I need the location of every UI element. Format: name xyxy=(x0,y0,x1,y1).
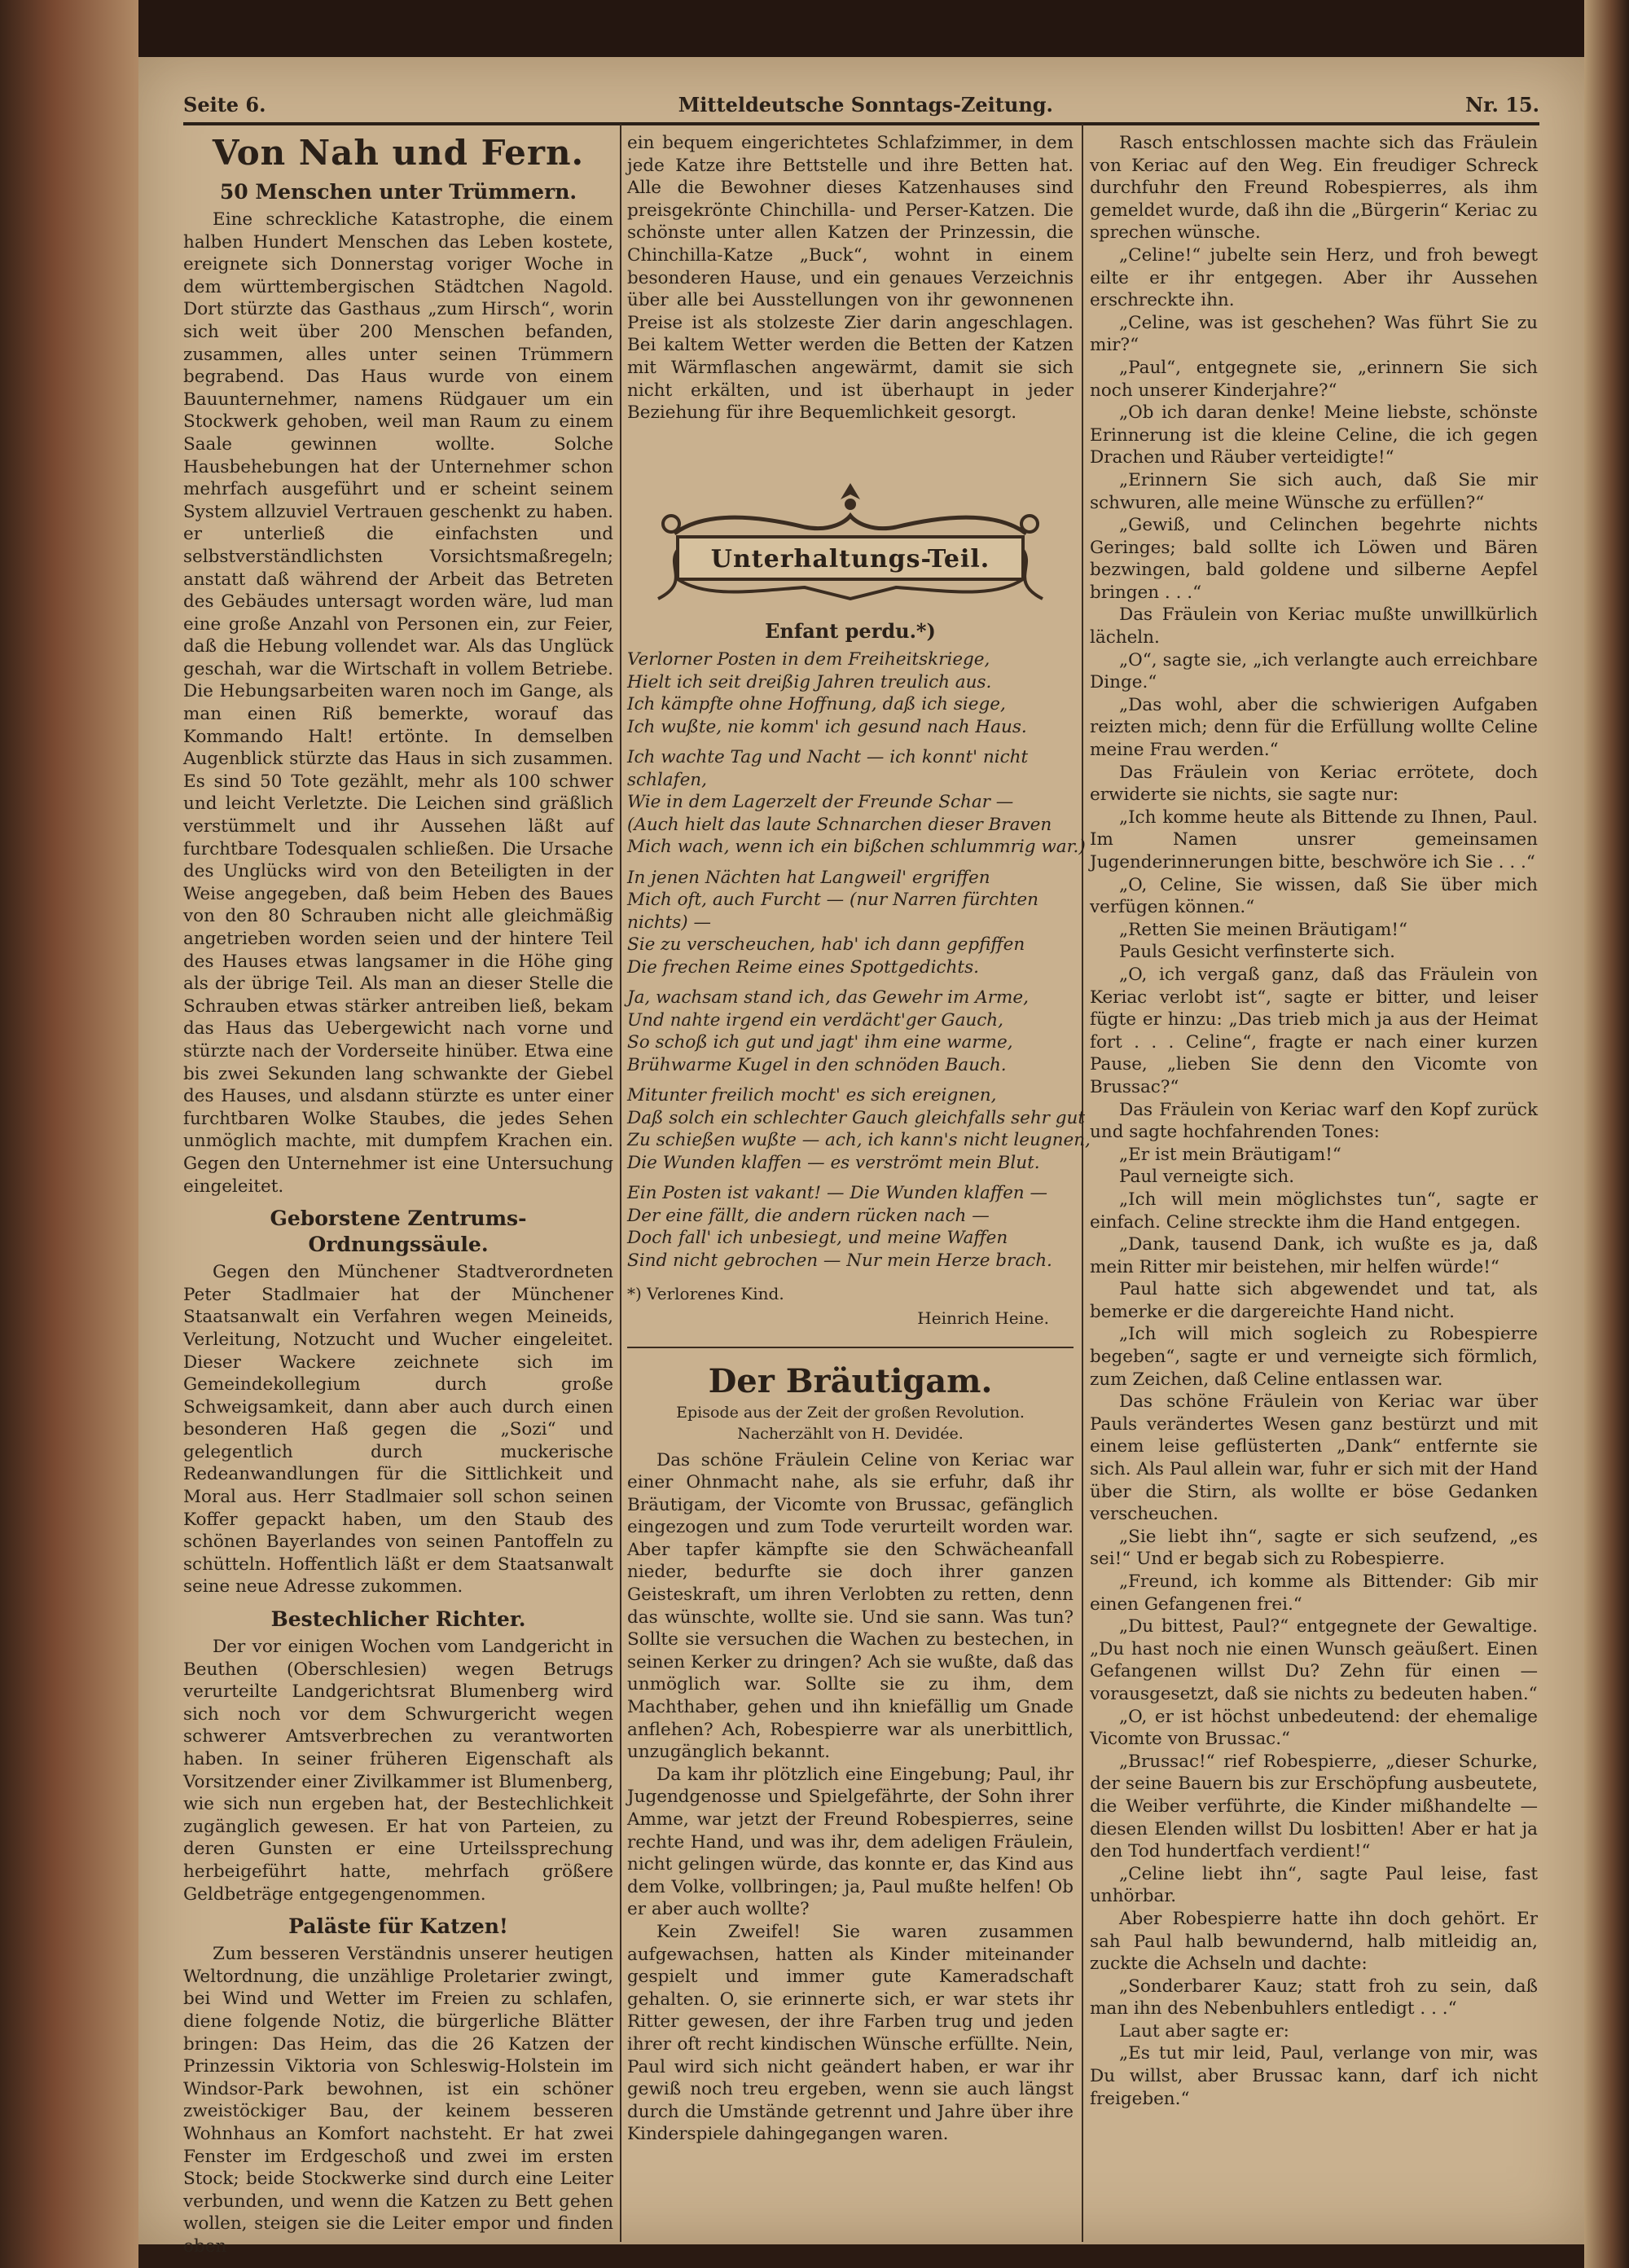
poem-line: Ich kämpfte ohne Hoffnung, daß ich siege, xyxy=(627,694,1006,715)
poem-line: Zu schießen wußte — ach, ich kann's nicht leugnen, xyxy=(627,1130,1091,1151)
section-title: Von Nah und Fern. xyxy=(212,133,585,173)
story-paragraph: Paul verneigte sich. xyxy=(1119,1167,1295,1188)
issue-number: Nr. 15. xyxy=(1465,92,1539,116)
story-paragraph: „Es tut mir leid, Paul, verlange von mir, was Du willst, aber Brussac kann, darf ich nicht freigeben.“ xyxy=(1090,2043,1538,2109)
page-header xyxy=(183,88,1539,121)
poem-line: Mitunter freilich mocht' es sich ereignen, xyxy=(627,1085,997,1106)
poem-line: Ja, wachsam stand ich, das Gewehr im Arme, xyxy=(627,987,1029,1009)
story-paragraph: „Sonderbarer Kauz; statt froh zu sein, daß man ihn des Nebenbuhlers entledigt . . .“ xyxy=(1090,1976,1538,2020)
poem-line: Mich wach, wenn ich ein bißchen schlummrig war.) xyxy=(627,837,1086,858)
poem-line: Ich wachte Tag und Nacht — ich konnt' nicht schlafen, xyxy=(627,747,1029,790)
article-text: Zum besseren Verständnis unserer heutigen Weltordnung, die unzählige Proletarier zwingt, bei Wind und Wetter im Freien zu schlafen, diene folgende Notiz, die bürgerliche Blätter bringen: Das Heim, das die 26 Katzen der Prinzessin Viktoria von Schleswig-Holstein im Windsor-Park bewohnen, ist ein schöner zweistöckiger Bau, der keinem besseren Wohnhaus an Komfort nachsteht. Er hat zwei Fenster im Erdgeschoß und zwei im ersten Stock; beide Stockwerke sind durch eine Leiter verbunden, und wenn die Katzen zu Bett gehen wollen, steigen sie die Leiter empor und finden oben xyxy=(183,1944,613,2257)
poem-line: Sind nicht gebrochen — Nur mein Herze brach. xyxy=(627,1250,1052,1271)
story-paragraph: Rasch entschlossen machte sich das Fräulein von Keriac auf den Weg. Ein freudiger Schreck durchfuhr den Freund Robespierres, als ihm gemeldet wurde, daß ihn die „Bürgerin“ Keriac zu sprechen wünsche. xyxy=(1090,133,1538,244)
article-heading: Bestechlicher Richter. xyxy=(270,1607,526,1632)
story-title: Der Bräutigam. xyxy=(708,1361,993,1400)
story-paragraph: „Erinnern Sie sich auch, daß Sie mir schwuren, alle meine Wünsche zu erfüllen?“ xyxy=(1090,469,1538,513)
poem-line: Die Wunden klaffen — es verströmt mein Blut. xyxy=(627,1152,1040,1173)
poem-stanza xyxy=(627,746,1086,859)
column-rule-1 xyxy=(620,124,621,2242)
story-paragraph: „Ich komme heute als Bittende zu Ihnen, Paul. Im Namen unsrer gemeinsamen Jugenderinnerungen bitte, beschwöre ich Sie . . .“ xyxy=(1090,807,1538,872)
story-paragraph: „Celine!“ jubelte sein Herz, und froh bewegt eilte er ihr entgegen. Aber ihr Aussehen erschreckte ihn. xyxy=(1090,244,1538,311)
story-paragraph: Paul hatte sich abgewendet und tat, als bemerke er die dargereichte Hand nicht. xyxy=(1090,1279,1538,1322)
poem-stanza xyxy=(627,1084,1091,1174)
story-paragraph: „Er ist mein Bräutigam!“ xyxy=(1119,1144,1341,1165)
poem-stanza xyxy=(627,648,1074,738)
story-paragraph: Das Fräulein von Keriac mußte unwillkürlich lächeln. xyxy=(1090,604,1538,648)
story-paragraph: Das schöne Fräulein von Keriac war über Pauls verändertes Wesen ganz bestürzt und mit einem leise geflüsterten „Dank“ entfernte sie sich. Als Paul allein war, fuhr er sich mit der Hand über die Stirn, als wollte er böse Gedanken verscheuchen. xyxy=(1090,1391,1539,1525)
poem-line: Brühwarme Kugel in den schnöden Bauch. xyxy=(627,1054,1007,1075)
header-rule xyxy=(183,122,1539,125)
story-paragraph: „Ob ich daran denke! Meine liebste, schönste Erinnerung ist die kleine Celine, die ich gegen Drachen und Räuber verteidigte!“ xyxy=(1090,402,1538,468)
poem-stanza xyxy=(627,987,1074,1076)
poem-title: Enfant perdu.*) xyxy=(765,618,936,643)
article-text: Gegen den Münchener Stadtverordneten Peter Stadlmaier hat der Münchener Staatsanwalt ein Verfahren wegen Meineids, Verleitung, Notzucht und Wucher eingeleitet. Dieser Wackere zeichnete sich im Gemeindekollegium durch große Schweigsamkeit, dann aber auch durch einen besonderen Haß gegen die „Sozi“ und gelegentlich durch muckerische Redeanwandlungen für die Sittlichkeit und Moral aus. Herr Stadlmaier soll schon seinen Koffer gepackt haben, um den Staub des schönen Bayerlandes von seinen Pantoffeln zu schütteln. Hoffentlich läßt er dem Staatsanwalt seine neue Adresse zukommen. xyxy=(183,1262,613,1598)
poem-line: (Auch hielt das laute Schnarchen dieser Braven xyxy=(627,814,1052,835)
story-paragraph: „Gewiß, und Celinchen begehrte nichts Geringes; bald sollte ich Löwen und Bären bezwingen, bald goldene und silberne Aepfel bringen . . .“ xyxy=(1090,515,1538,603)
poem-line: Hielt ich seit dreißig Jahren treulich aus. xyxy=(627,671,992,692)
story-paragraph: „Ich will mein möglichstes tun“, sagte er einfach. Celine streckte ihm die Hand entgegen. xyxy=(1090,1189,1538,1233)
story-paragraph: „Das wohl, aber die schwierigen Aufgaben reizten mich; denn für die Erfüllung wollte Celine meine Frau werden.“ xyxy=(1090,694,1538,761)
story-paragraph: „Paul“, entgegnete sie, „erinnern Sie sich noch unserer Kinderjahre?“ xyxy=(1090,357,1538,401)
poem-line: Der eine fällt, die andern rücken nach — xyxy=(627,1205,990,1226)
poem-line: Mich oft, auch Furcht — (nur Narren fürchten nichts) — xyxy=(627,890,1038,933)
poem-line: Verlorner Posten in dem Freiheitskriege, xyxy=(627,649,990,670)
newspaper-page xyxy=(138,57,1584,2257)
poem-line: Ich wußte, nie komm' ich gesund nach Haus. xyxy=(627,716,1027,737)
story-paragraph: Laut aber sagte er: xyxy=(1119,2020,1289,2042)
story-paragraph: „Sie liebt ihn“, sagte er sich seufzend, „es sei!“ Und er begab sich zu Robespierre. xyxy=(1090,1526,1538,1570)
story-paragraph: „Brussac!“ rief Robespierre, „dieser Schurke, der seine Bauern bis zur Erschöpfung ausbeutete, die Weiber verführte, die Kinder mißhandelte — diesen Elenden willst Du losbitten! Aber er hat ja den Tod hundertfach verdient!“ xyxy=(1090,1751,1538,1862)
story-byline: Nacherzählt von H. Devidée. xyxy=(737,1424,964,1443)
story-paragraph: Aber Robespierre hatte ihn doch gehört. Er sah Paul halb bewundernd, halb mitleidig an, zuckte die Achseln und dachte: xyxy=(1090,1908,1538,1975)
story-paragraph: Da kam ihr plötzlich eine Eingebung; Paul, ihr Jugendgenosse und Spielgefährte, der Sohn ihrer Amme, war jetzt der Freund Robespierres, seine rechte Hand, und was ihr, dem adeligen Fräulein, nicht gelingen würde, das konnte er, das Kind aus dem Volke, vollbringen; ja, Paul mußte helfen! Ob er aber auch wollte? xyxy=(627,1764,1074,1920)
article-text: Der vor einigen Wochen vom Landgericht in Beuthen (Oberschlesien) wegen Betrugs verurteilte Landgerichtsrat Blumenberg wird sich noch vor dem Schwurgericht wegen schwerer Amtsverbrechen zu verantworten haben. In seiner früheren Eigenschaft als Vorsitzender einer Zivilkammer ist Blumenberg, wie sich nun ergeben hat, der Bestechlichkeit zugänglich gewesen. Er hat von Parteien, zu deren Gunsten er eine Urteilssprechung herbeigeführt hatte, mehrfach größere Geldbeträge entgegengenommen. xyxy=(183,1637,613,1905)
poem-author: Heinrich Heine. xyxy=(917,1308,1049,1328)
article-continuation: ein bequem eingerichtetes Schlafzimmer, in dem jede Katze ihre Bettstelle und ihre Betten hat. Alle die Bewohner dieses Katzenhauses sind preisgekrönte Chinchilla- und Perser-Katzen. Die schönste unter allen Katzen der Prinzessin, die Chinchilla-Katze „Buck“, wohnt in einem besonderen Hause, und ein genaues Verzeichnis über alle bei Ausstellungen von ihr gewonnenen Preise ist als stolzeste Zier darin angeschlagen. Bei kaltem Wetter werden die Betten der Katzen mit Wärmflaschen angewärmt, damit sie sich nicht erkälten, und ist überhaupt in jeder Beziehung für ihre Bequemlichkeit gesorgt. xyxy=(627,133,1074,424)
scan-top-border xyxy=(0,0,1629,57)
banner-ornament xyxy=(642,477,1059,607)
poem-line: Sie zu verscheuchen, hab' ich dann gepfiffen xyxy=(627,934,1025,956)
poem-line: Wie in dem Lagerzelt der Freunde Schar — xyxy=(627,792,1014,813)
poem-line: So schoß ich gut und jagt' ihm eine warme, xyxy=(627,1032,1013,1053)
article-heading: 50 Menschen unter Trümmern. xyxy=(219,180,577,204)
section-divider xyxy=(627,1347,1074,1348)
story-paragraph: „Du bittest, Paul?“ entgegnete der Gewaltige. „Du hast noch nie einen Wunsch geäußert. Einen Gefangenen willst Du? Zehn für einen — vorausgesetzt, daß sie nichts zu bedeuten haben.“ xyxy=(1090,1616,1538,1704)
book-spine xyxy=(0,0,138,2268)
story-paragraph: „Retten Sie meinen Bräutigam!“ xyxy=(1119,919,1407,940)
story-paragraph: Das Fräulein von Keriac warf den Kopf zurück und sagte hochfahrenden Tones: xyxy=(1090,1099,1538,1143)
poem-line: Daß solch ein schlechter Gauch gleichfalls sehr gut xyxy=(627,1107,1086,1128)
story-paragraph: Das Fräulein von Keriac errötete, doch erwiderte sie nichts, sie sagte nur: xyxy=(1090,762,1538,806)
article-heading: Geborstene Zentrums-Ordnungssäule. xyxy=(270,1207,527,1257)
story-paragraph: Kein Zweifel! Sie waren zusammen aufgewachsen, hatten als Kinder miteinander gespielt und immer gute Kameradschaft gehalten. O, sie erinnerte sich, er war stets ihr Ritter gewesen, der ihre Farben trug und jeden ihrer oft recht kindischen Wünsche erfüllte. Nein, Paul wird sich nicht geändert haben, er war ihr gewiß noch treu ergeben, wenn sie auch längst durch die Umstände getrennt und Jahre über ihre Kinderspiele dahingegangen waren. xyxy=(627,1921,1074,2145)
story-subtitle: Episode aus der Zeit der großen Revolution. xyxy=(676,1403,1025,1422)
poem-footnote: *) Verlorenes Kind. xyxy=(627,1284,784,1304)
column-rule-2 xyxy=(1082,124,1083,2242)
poem-line: Doch fall' ich unbesiegt, und meine Waffen xyxy=(627,1228,1008,1249)
poem-line: Die frechen Reime eines Spottgedichts. xyxy=(627,956,979,978)
column-3 xyxy=(1090,132,1538,2110)
poem-line: Ein Posten ist vakant! — Die Wunden klaffen — xyxy=(627,1183,1047,1204)
story-paragraph: „O, Celine, Sie wissen, daß Sie über mich verfügen können.“ xyxy=(1090,874,1538,918)
article-text: Eine schreckliche Katastrophe, die einem halben Hundert Menschen das Leben kostete, ereignete sich Donnerstag voriger Woche in dem württembergischen Städtchen Nagold. Dort stürzte das Gasthaus „zum Hirsch“, worin sich weit über 200 Menschen befanden, zusammen, alles unter seinen Trümmern begrabend. Das Haus wurde von einem Bauunternehmer, namens Rüdgauer um ein Stockwerk gehoben, weil man Raum zu einem Saale gewinnen wollte. Solche Hausbehebungen hat der Unternehmer schon mehrfach ausgeführt und er scheint seinem System allzuviel Vertrauen geschenkt zu haben. er unterließ die einfachsten und selbstverständlichsten Vorsichtsmaßregeln; anstatt daß während der Arbeit das Betreten des Gebäudes untersagt worden wäre, lud man eine große Anzahl von Personen ein, zur Feier, daß die Hebung vollendet war. Als das Unglück geschah, war die Wirtschaft in vollem Betriebe. Die Hebungsarbeiten waren noch im Gange, als man einen Riß bemerkte, worauf das Kommando Halt! ertönte. In demselben Augenblick stürzte das Haus in sich zusammen. Es sind 50 Tote gezählt, mehr als 100 schwer und leicht Verletzte. Die Leichen sind gräßlich verstümmelt und ihr Aussehen läßt auf furchtbare Todesqualen schließen. Die Ursache des Unglücks wird von den Beteiligten in der Weise angegeben, daß beim Heben des Baues von den 80 Schrauben nicht alle gleichmäßig angetrieben worden seien und der hintere Teil des Hauses etwas langsamer in die Höhe ging als der übrige Teil. Als man an dieser Stelle die Schrauben etwas stärker antreiben ließ, bekam das Haus das Uebergewicht nach vorne und stürzte nach der Vorderseite hinüber. Etwa eine bis zwei Sekunden lang schwankte der Giebel des Hauses, und alsdann stürzte es unter einer furchtbaren Wolke Staubes, die jedes Sehen unmöglich machte, mit dumpfem Krachen ein. Gegen den Unternehmer ist eine Untersuchung eingeleitet. xyxy=(183,209,613,1197)
poem-stanza xyxy=(627,1182,1074,1272)
book-right-edge xyxy=(1584,0,1629,2268)
story-paragraph: „Dank, tausend Dank, ich wußte es ja, daß mein Ritter mir beistehen, mir helfen würde!“ xyxy=(1090,1234,1538,1277)
story-paragraph: Das schöne Fräulein Celine von Keriac war einer Ohnmacht nahe, als sie erfuhr, daß ihr Bräutigam, der Vicomte von Brussac, gefänglich eingezogen und zum Tode verurteilt worden war. Aber tapfer kämpfte sie den Schwächeanfall nieder, bedurfte sie doch ihrer ganzen Geisteskraft, um ihren Verlobten zu retten, denn das wünschte, wollte sie. Und sie sann. Was tun? Sollte sie versuchen die Wachen zu bestechen, in seinen Kerker zu dringen? Ach sie wußte, daß das unmöglich war. Sollte sie zu ihm, dem Machthaber, gehen und ihn kniefällig um Gnade anflehen? Ach, Robespierre war als unerbittlich, unzugänglich bekannt. xyxy=(627,1449,1074,1763)
column-1 xyxy=(183,132,613,2257)
article-heading: Paläste für Katzen! xyxy=(288,1914,508,1939)
newspaper-title: Mitteldeutsche Sonntags-Zeitung. xyxy=(678,92,1053,116)
banner-title: Unterhaltungs-Teil. xyxy=(710,544,990,574)
entertainment-banner xyxy=(642,477,1059,607)
poem-line: Und nahte irgend ein verdächt'ger Gauch, xyxy=(627,1009,1003,1031)
poem-line: In jenen Nächten hat Langweil' ergriffen xyxy=(627,867,990,888)
story-paragraph: „Celine liebt ihn“, sagte Paul leise, fast unhörbar. xyxy=(1090,1863,1538,1907)
page-number: Seite 6. xyxy=(183,92,266,116)
story-paragraph: „Celine, was ist geschehen? Was führt Sie zu mir?“ xyxy=(1090,312,1538,356)
story-paragraph: „O, ich vergaß ganz, daß das Fräulein von Keriac verlobt ist“, sagte er bitter, und leiser fügte er hinzu: „Das trieb mich ja aus der Heimat fort . . . Celine“, fragte er nach einer kurzen Pause, „lieben Sie denn den Vicomte von Brussac?“ xyxy=(1090,964,1538,1097)
poem-stanza xyxy=(627,867,1074,979)
story-paragraph: Pauls Gesicht verfinsterte sich. xyxy=(1119,942,1395,963)
story-paragraph: „O“, sagte sie, „ich verlangte auch erreichbare Dinge.“ xyxy=(1090,649,1538,693)
story-paragraph: „Ich will mich sogleich zu Robespierre begeben“, sagte er und verneigte sich förmlich, zum Zeichen, daß Celine entlassen war. xyxy=(1090,1324,1538,1390)
story-paragraph: „Freund, ich komme als Bittender: Gib mir einen Gefangenen frei.“ xyxy=(1090,1571,1538,1615)
column-2 xyxy=(627,132,1091,2146)
story-paragraph: „O, er ist höchst unbedeutend: der ehemalige Vicomte von Brussac.“ xyxy=(1090,1706,1538,1750)
